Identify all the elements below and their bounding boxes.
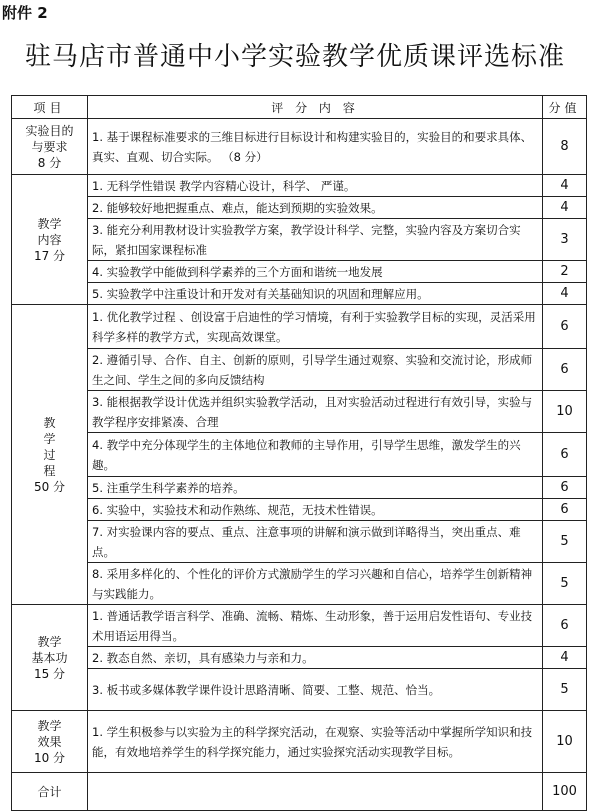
section-category-line: 50 分 [33, 479, 66, 494]
section-category-line: 15 分 [33, 666, 66, 681]
criterion-text: 7. 对实验课内容的要点、重点、注意事项的讲解和演示做到详略得当，突出重点、难点。 [88, 521, 543, 563]
section-category-line: 10 分 [33, 750, 66, 765]
header-content: 评 分 内 容 [88, 96, 543, 119]
section-category-line: 17 分 [33, 248, 66, 263]
criterion-text: 3. 板书或多媒体教学课件设计思路清晰、简要、工整、规范、恰当。 [88, 669, 543, 711]
table-row [12, 563, 587, 605]
criterion-score: 10 [543, 391, 587, 433]
criterion-score: 5 [543, 669, 587, 711]
criteria-body [12, 119, 587, 811]
criterion-text: 5. 注重学生科学素养的培养。 [88, 477, 543, 499]
section-category-line: 教学 [37, 216, 62, 231]
table-row [12, 499, 587, 521]
criterion-text: 1. 无科学性错误 教学内容精心设计，科学、 严谨。 [88, 175, 543, 197]
criterion-text: 1. 普通话教学语言科学、准确、流畅、精炼、生动形象，善于运用启发性语句、专业技术用语运用得当。 [88, 605, 543, 647]
section-category [12, 119, 88, 175]
section-category [12, 711, 88, 773]
criterion-score: 2 [543, 261, 587, 283]
criterion-score: 6 [543, 605, 587, 647]
table-row [12, 605, 587, 647]
table-row [12, 283, 587, 305]
section-category-line: 教学 [37, 634, 62, 649]
criterion-score: 6 [543, 433, 587, 477]
table-row [12, 711, 587, 773]
total-row [12, 773, 587, 811]
section-category [12, 605, 88, 711]
total-content [88, 773, 543, 811]
table-row [12, 521, 587, 563]
table-row [12, 119, 587, 175]
criteria-table [11, 95, 587, 811]
section-category-line: 学 [43, 431, 56, 446]
criterion-text: 2. 遵循引导、合作、自主、创新的原则，引导学生通过观察、实验和交流讨论，形成师生之间、学生之间的多向反馈结构 [88, 349, 543, 391]
table-row [12, 391, 587, 433]
table-row [12, 477, 587, 499]
total-label: 合计 [12, 773, 88, 811]
criterion-text: 4. 教学中充分体现学生的主体地位和教师的主导作用，引导学生思维，激发学生的兴趣。 [88, 433, 543, 477]
criterion-text: 1. 优化教学过程 、创设富于启迪性的学习情境，有利于实验教学目标的实现，灵活采用科学多样的教学方式，实现高效课堂。 [88, 305, 543, 349]
table-row [12, 433, 587, 477]
criterion-text: 3. 能根据教学设计优选并组织实验教学活动，且对实验活动过程进行有效引导，实验与教学程序安排紧凑、合理 [88, 391, 543, 433]
criterion-score: 5 [543, 563, 587, 605]
section-category-line: 8 分 [37, 155, 62, 170]
criterion-text: 8. 采用多样化的、个性化的评价方式激励学生的学习兴趣和自信心，培养学生创新精神与实践能力。 [88, 563, 543, 605]
table-row [12, 305, 587, 349]
section-category-line: 与要求 [31, 139, 68, 154]
criterion-text: 2. 教态自然、亲切，具有感染力与亲和力。 [88, 647, 543, 669]
criterion-score: 4 [543, 197, 587, 219]
criterion-score: 10 [543, 711, 587, 773]
table-row [12, 175, 587, 197]
table-row [12, 647, 587, 669]
section-category-line: 教 [43, 415, 56, 430]
criterion-score: 4 [543, 283, 587, 305]
criterion-score: 8 [543, 119, 587, 175]
document-title: 驻马店市普通中小学实验教学优质课评选标准 [24, 42, 565, 72]
table-row [12, 349, 587, 391]
header-row [12, 96, 587, 119]
section-category-line: 实验目的 [25, 123, 74, 138]
total-score: 100 [543, 773, 587, 811]
criterion-text: 4. 实验教学中能做到科学素养的三个方面和谐统一地发展 [88, 261, 543, 283]
section-category-line: 基本功 [31, 650, 68, 665]
section-category [12, 175, 88, 305]
criterion-text: 6. 实验中，实验技术和动作熟练、规范，无技术性错误。 [88, 499, 543, 521]
table-row [12, 219, 587, 261]
section-category-line: 过 [43, 447, 56, 462]
criterion-score: 4 [543, 175, 587, 197]
table-row [12, 669, 587, 711]
criterion-text: 2. 能够较好地把握重点、难点，能达到预期的实验效果。 [88, 197, 543, 219]
criterion-score: 6 [543, 349, 587, 391]
section-category-line: 程 [43, 463, 56, 478]
attachment-label: 附件 2 [2, 4, 48, 22]
criterion-score: 3 [543, 219, 587, 261]
header-score: 分值 [543, 96, 587, 119]
section-category-line: 教学 [37, 718, 62, 733]
criterion-score: 5 [543, 521, 587, 563]
section-category [12, 305, 88, 605]
criterion-score: 6 [543, 305, 587, 349]
criterion-score: 6 [543, 499, 587, 521]
criterion-text: 1. 学生积极参与以实验为主的科学探究活动，在观察、实验等活动中掌握所学知识和技能，有效地培养学生的科学探究能力，通过实验探究活动实现教学目标。 [88, 711, 543, 773]
header-item: 项目 [12, 96, 88, 119]
criterion-text: 3. 能充分利用教材设计实验教学方案，教学设计科学、完整，实验内容及方案切合实际，紧扣国家课程标准 [88, 219, 543, 261]
criterion-text: 1. 基于课程标准要求的三维目标进行目标设计和构建实验目的，实验目的和要求具体、真实、直观、切合实际。 （8 分） [88, 119, 543, 175]
criterion-score: 4 [543, 647, 587, 669]
criterion-score: 6 [543, 477, 587, 499]
table-row [12, 261, 587, 283]
section-category-line: 效果 [37, 734, 62, 749]
section-category-line: 内容 [37, 232, 62, 247]
table-row [12, 197, 587, 219]
criterion-text: 5. 实验教学中注重设计和开发对有关基础知识的巩固和理解应用。 [88, 283, 543, 305]
